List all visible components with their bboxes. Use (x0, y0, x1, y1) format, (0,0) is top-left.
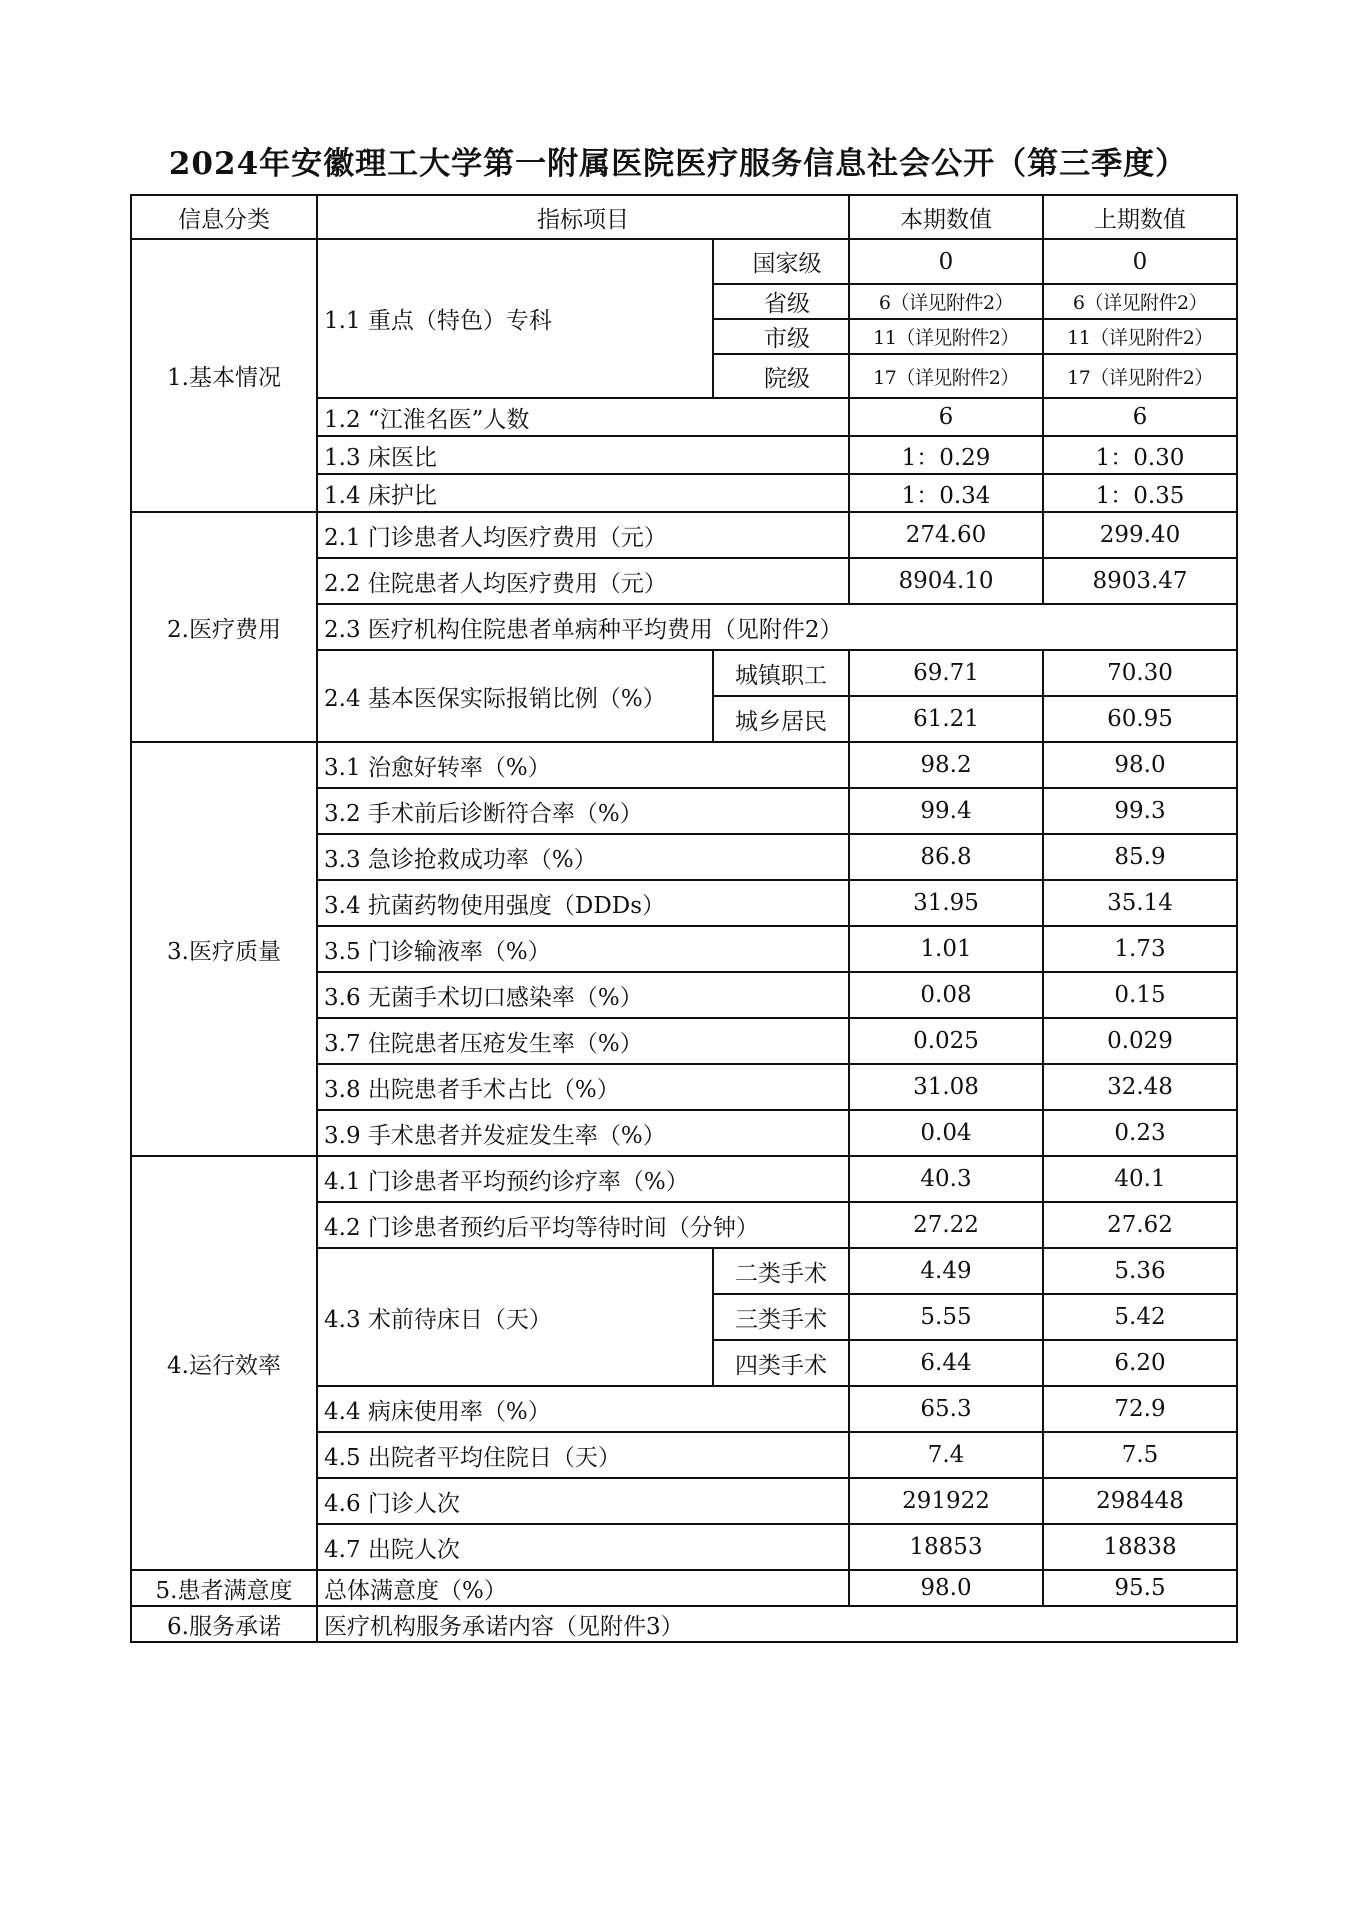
previous-value: 5.42 (1043, 1294, 1237, 1340)
indicator-label: 1.4 床护比 (317, 474, 849, 512)
indicator-label: 2.1 门诊患者人均医疗费用（元） (317, 512, 849, 558)
previous-value: 0.23 (1043, 1110, 1237, 1156)
current-value: 17（详见附件2） (849, 354, 1043, 398)
previous-value: 1：0.35 (1043, 474, 1237, 512)
indicator-label: 4.6 门诊人次 (317, 1478, 849, 1524)
current-value: 98.2 (849, 742, 1043, 788)
indicator-label: 1.1 重点（特色）专科 (317, 239, 713, 398)
current-value: 4.49 (849, 1248, 1043, 1294)
current-value: 6（详见附件2） (849, 284, 1043, 319)
header-previous: 上期数值 (1043, 195, 1237, 239)
indicator-label: 3.6 无菌手术切口感染率（%） (317, 972, 849, 1018)
category-basic: 1.基本情况 (131, 239, 317, 512)
current-value: 291922 (849, 1478, 1043, 1524)
current-value: 86.8 (849, 834, 1043, 880)
previous-value: 0.15 (1043, 972, 1237, 1018)
previous-value: 1.73 (1043, 926, 1237, 972)
previous-value: 98.0 (1043, 742, 1237, 788)
table-header-row (131, 195, 1237, 239)
current-value: 0.025 (849, 1018, 1043, 1064)
indicator-label: 4.7 出院人次 (317, 1524, 849, 1570)
table-row (131, 512, 1237, 558)
header-indicator: 指标项目 (317, 195, 849, 239)
header-category: 信息分类 (131, 195, 317, 239)
previous-value: 85.9 (1043, 834, 1237, 880)
previous-value: 95.5 (1043, 1570, 1237, 1606)
previous-value: 11（详见附件2） (1043, 319, 1237, 354)
current-value: 1.01 (849, 926, 1043, 972)
indicator-label: 3.5 门诊输液率（%） (317, 926, 849, 972)
indicator-label: 4.2 门诊患者预约后平均等待时间（分钟） (317, 1202, 849, 1248)
indicator-label: 4.4 病床使用率（%） (317, 1386, 849, 1432)
current-value: 1：0.34 (849, 474, 1043, 512)
category-cost: 2.医疗费用 (131, 512, 317, 742)
previous-value: 99.3 (1043, 788, 1237, 834)
indicator-label: 2.3 医疗机构住院患者单病种平均费用（见附件2） (317, 604, 1237, 650)
current-value: 8904.10 (849, 558, 1043, 604)
previous-value: 70.30 (1043, 650, 1237, 696)
current-value: 40.3 (849, 1156, 1043, 1202)
current-value: 7.4 (849, 1432, 1043, 1478)
current-value: 0 (849, 239, 1043, 284)
indicator-label: 2.2 住院患者人均医疗费用（元） (317, 558, 849, 604)
type-label: 城镇职工 (713, 650, 849, 696)
previous-value: 18838 (1043, 1524, 1237, 1570)
current-value: 69.71 (849, 650, 1043, 696)
indicator-label: 3.9 手术患者并发症发生率（%） (317, 1110, 849, 1156)
level-label: 国家级 (713, 239, 849, 284)
previous-value: 298448 (1043, 1478, 1237, 1524)
level-label: 市级 (713, 319, 849, 354)
previous-value: 1：0.30 (1043, 436, 1237, 474)
info-table (130, 194, 1238, 1643)
indicator-label: 3.2 手术前后诊断符合率（%） (317, 788, 849, 834)
previous-value: 27.62 (1043, 1202, 1237, 1248)
table-row (131, 1570, 1237, 1606)
previous-value: 60.95 (1043, 696, 1237, 742)
current-value: 0.04 (849, 1110, 1043, 1156)
type-label: 二类手术 (713, 1248, 849, 1294)
previous-value: 40.1 (1043, 1156, 1237, 1202)
current-value: 31.95 (849, 880, 1043, 926)
previous-value: 32.48 (1043, 1064, 1237, 1110)
indicator-label: 总体满意度（%） (317, 1570, 849, 1606)
type-label: 三类手术 (713, 1294, 849, 1340)
level-label: 省级 (713, 284, 849, 319)
category-efficiency: 4.运行效率 (131, 1156, 317, 1570)
category-quality: 3.医疗质量 (131, 742, 317, 1156)
previous-value: 7.5 (1043, 1432, 1237, 1478)
previous-value: 5.36 (1043, 1248, 1237, 1294)
previous-value: 6（详见附件2） (1043, 284, 1237, 319)
indicator-label: 4.5 出院者平均住院日（天） (317, 1432, 849, 1478)
indicator-label: 3.1 治愈好转率（%） (317, 742, 849, 788)
indicator-label: 1.3 床医比 (317, 436, 849, 474)
current-value: 6.44 (849, 1340, 1043, 1386)
indicator-label: 3.4 抗菌药物使用强度（DDDs） (317, 880, 849, 926)
indicator-label: 1.2 “江淮名医”人数 (317, 398, 849, 436)
previous-value: 0 (1043, 239, 1237, 284)
page-title: 2024年安徽理工大学第一附属医院医疗服务信息社会公开（第三季度） (168, 146, 1188, 182)
current-value: 6 (849, 398, 1043, 436)
header-current: 本期数值 (849, 195, 1043, 239)
indicator-label: 医疗机构服务承诺内容（见附件3） (317, 1606, 1237, 1642)
current-value: 18853 (849, 1524, 1043, 1570)
level-label: 院级 (713, 354, 849, 398)
category-service: 6.服务承诺 (131, 1606, 317, 1642)
current-value: 27.22 (849, 1202, 1043, 1248)
indicator-label: 4.1 门诊患者平均预约诊疗率（%） (317, 1156, 849, 1202)
type-label: 四类手术 (713, 1340, 849, 1386)
current-value: 0.08 (849, 972, 1043, 1018)
previous-value: 0.029 (1043, 1018, 1237, 1064)
category-satisfaction: 5.患者满意度 (131, 1570, 317, 1606)
indicator-label: 4.3 术前待床日（天） (317, 1248, 713, 1386)
current-value: 99.4 (849, 788, 1043, 834)
indicator-label: 3.7 住院患者压疮发生率（%） (317, 1018, 849, 1064)
previous-value: 72.9 (1043, 1386, 1237, 1432)
previous-value: 299.40 (1043, 512, 1237, 558)
table-row (131, 239, 1237, 284)
current-value: 61.21 (849, 696, 1043, 742)
current-value: 31.08 (849, 1064, 1043, 1110)
table-row (131, 742, 1237, 788)
current-value: 11（详见附件2） (849, 319, 1043, 354)
current-value: 5.55 (849, 1294, 1043, 1340)
current-value: 98.0 (849, 1570, 1043, 1606)
previous-value: 6 (1043, 398, 1237, 436)
current-value: 1：0.29 (849, 436, 1043, 474)
table-row (131, 1156, 1237, 1202)
table-row (131, 1606, 1237, 1642)
previous-value: 6.20 (1043, 1340, 1237, 1386)
indicator-label: 3.8 出院患者手术占比（%） (317, 1064, 849, 1110)
type-label: 城乡居民 (713, 696, 849, 742)
previous-value: 17（详见附件2） (1043, 354, 1237, 398)
previous-value: 8903.47 (1043, 558, 1237, 604)
indicator-label: 2.4 基本医保实际报销比例（%） (317, 650, 713, 742)
indicator-label: 3.3 急诊抢救成功率（%） (317, 834, 849, 880)
current-value: 65.3 (849, 1386, 1043, 1432)
previous-value: 35.14 (1043, 880, 1237, 926)
current-value: 274.60 (849, 512, 1043, 558)
